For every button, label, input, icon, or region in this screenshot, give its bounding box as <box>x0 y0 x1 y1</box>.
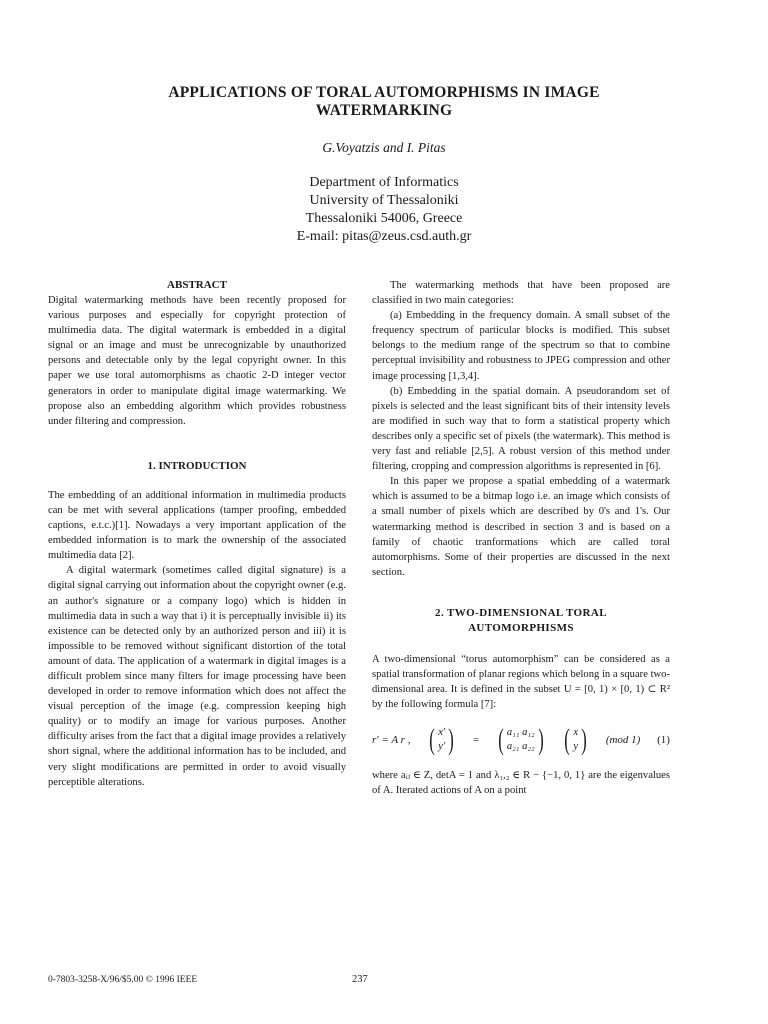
vector-prime-x: x′ <box>438 727 446 739</box>
vector-x: x <box>573 727 579 739</box>
section-2-heading-line-2: AUTOMORPHISMS <box>468 621 574 634</box>
affiliation-univ: University of Thessaloniki <box>309 193 459 208</box>
section-2-paragraph-1: A two-dimensional “torus automorphism” can be considered as a spatial transformation of planar regions which belong in a square two- dimensional area. It is defined in the subset U = [0, 1) × [0, 1) ⊂ R² by the following formula [7]: <box>372 653 670 711</box>
vector-prime: ( x′ y′ ) <box>429 723 454 757</box>
footer-copyright: 0-7803-3258-X/96/$5.00 © 1996 IEEE <box>48 975 198 985</box>
title-line-2: WATERMARKING <box>315 102 453 119</box>
intro-paragraph-1: The embedding of an additional information in multimedia products can be met with several applications (tamper proofing, embedded captions, e.t.c.)[1]. Nowadays a very important application of the embedded information is to mark the ownership of the associated multimedia data [2]. <box>48 489 346 562</box>
matrix-row-1: a₁₁ a₁₂ <box>506 727 535 739</box>
vector-prime-y: y′ <box>438 741 446 753</box>
right-paragraph-1: The watermarking methods that have been proposed are classified in two main categories: <box>372 280 670 307</box>
right-paragraph-3: (b) Embedding in the spatial domain. A pseudorandom set of pixels is selected and the least significant bits of their intensity levels are modified in such way that to form a statistical property which describes only a specific set of pixels (the watermark). This method is very fast and reliable [2,5]. A robust version of this method under filtering, cropping and compression algorithms is represented in [6]. <box>372 385 670 473</box>
vector-r: ( x y ) <box>564 723 587 757</box>
section-2-paragraph-2: where aᵢⱼ ∈ Z, detA = 1 and λ₁,₂ ∈ R − {−1, 0, 1} are the eigenvalues of A. Iterated actions of A on a point <box>372 770 670 797</box>
matrix-a: ( a₁₁ a₁₂ a₂₁ a₂₂ ) <box>498 723 544 757</box>
affiliation-dept: Department of Informatics <box>309 175 459 190</box>
title-line-1: APPLICATIONS OF TORAL AUTOMORPHISMS IN IMAGE <box>168 84 600 101</box>
left-column <box>48 278 346 790</box>
page-number: 237 <box>352 974 368 985</box>
right-paragraph-4: In this paper we propose a spatial embedding of a watermark which is assumed to be a bitmap logo i.e. an image which consists of a small number of pixels which are described by 0's and 1's. Our watermarking method is described in section 3 and is based on a family of chaotic tranformations which are called toral automorphisms. Some of their properties are discussed in the next section. <box>372 476 670 578</box>
equation-lhs: r′ = A r , <box>372 733 411 746</box>
abstract-heading: ABSTRACT <box>167 279 227 291</box>
authors: G.Voyatzis and I. Pitas <box>322 140 446 155</box>
paper-title <box>100 84 668 120</box>
matrix-row-2: a₂₁ a₂₂ <box>506 741 535 753</box>
vector-y: y <box>573 741 579 753</box>
affiliation-email: E-mail: pitas@zeus.csd.auth.gr <box>296 229 472 244</box>
right-column <box>372 278 670 798</box>
affiliation-city: Thessaloniki 54006, Greece <box>305 211 463 226</box>
intro-paragraph-2: A digital watermark (sometimes called digital signature) is a digital signal carrying out information about the copyright owner (e.g. an author's signature or a company logo) which is hidden in multimedia data in such a way that i) it is perceptually invisible ii) its existence can be detected only by an authorized person and iii) it is impossible to be removed without significant distortion of the total amount of data. The application of a watermark in digital images is a difficult problem since many filters for image processing have been developed in order to remove information which does not affect the visual perception of the image (e.g. compression keeping high quality) or to modify an image for various purposes. Another difficulty arises from the fact that a digital image provides a relatively short signal, where the additional information has to be included, and very slight modifications are permitted in order to avoid visually perceptible alterations. <box>48 565 346 788</box>
equation-number: (1) <box>657 733 670 746</box>
equation-1: r′ = A r , ( x′ y′ ) = ( a₁₁ a₁₂ a₂₁ a₂₂ ) ( x y ) (mod 1) (1) <box>372 723 670 757</box>
section-2-heading-line-1: 2. TWO-DIMENSIONAL TORAL <box>435 606 607 619</box>
affiliation <box>100 174 668 246</box>
abstract-text: Digital watermarking methods have been recently proposed for various purposes and especially for copyright protection of multimedia data. The digital watermark is embedded in a digital signal or an image and must be unrecognizable by unauthorized persons and detectable only by the legal copyright owner. In this paper we use toral automorphisms as chaotic 2-D integer vector generators in order to manipulate digital image watermarking. We propose also an embedding algorithm which provides robustness under filtering and compression. <box>48 295 346 427</box>
equation-mod: (mod 1) <box>605 733 641 746</box>
section-2-heading <box>372 606 670 636</box>
intro-heading: 1. INTRODUCTION <box>147 459 247 472</box>
right-paragraph-2: (a) Embedding in the frequency domain. A small subset of the frequency spectrum of particular blocks is modified. This subset belongs to the medium range of the spectrum so that to combine perceptual invisibility and robustness to JPEG compression and other image processing [1,3,4]. <box>372 310 670 382</box>
